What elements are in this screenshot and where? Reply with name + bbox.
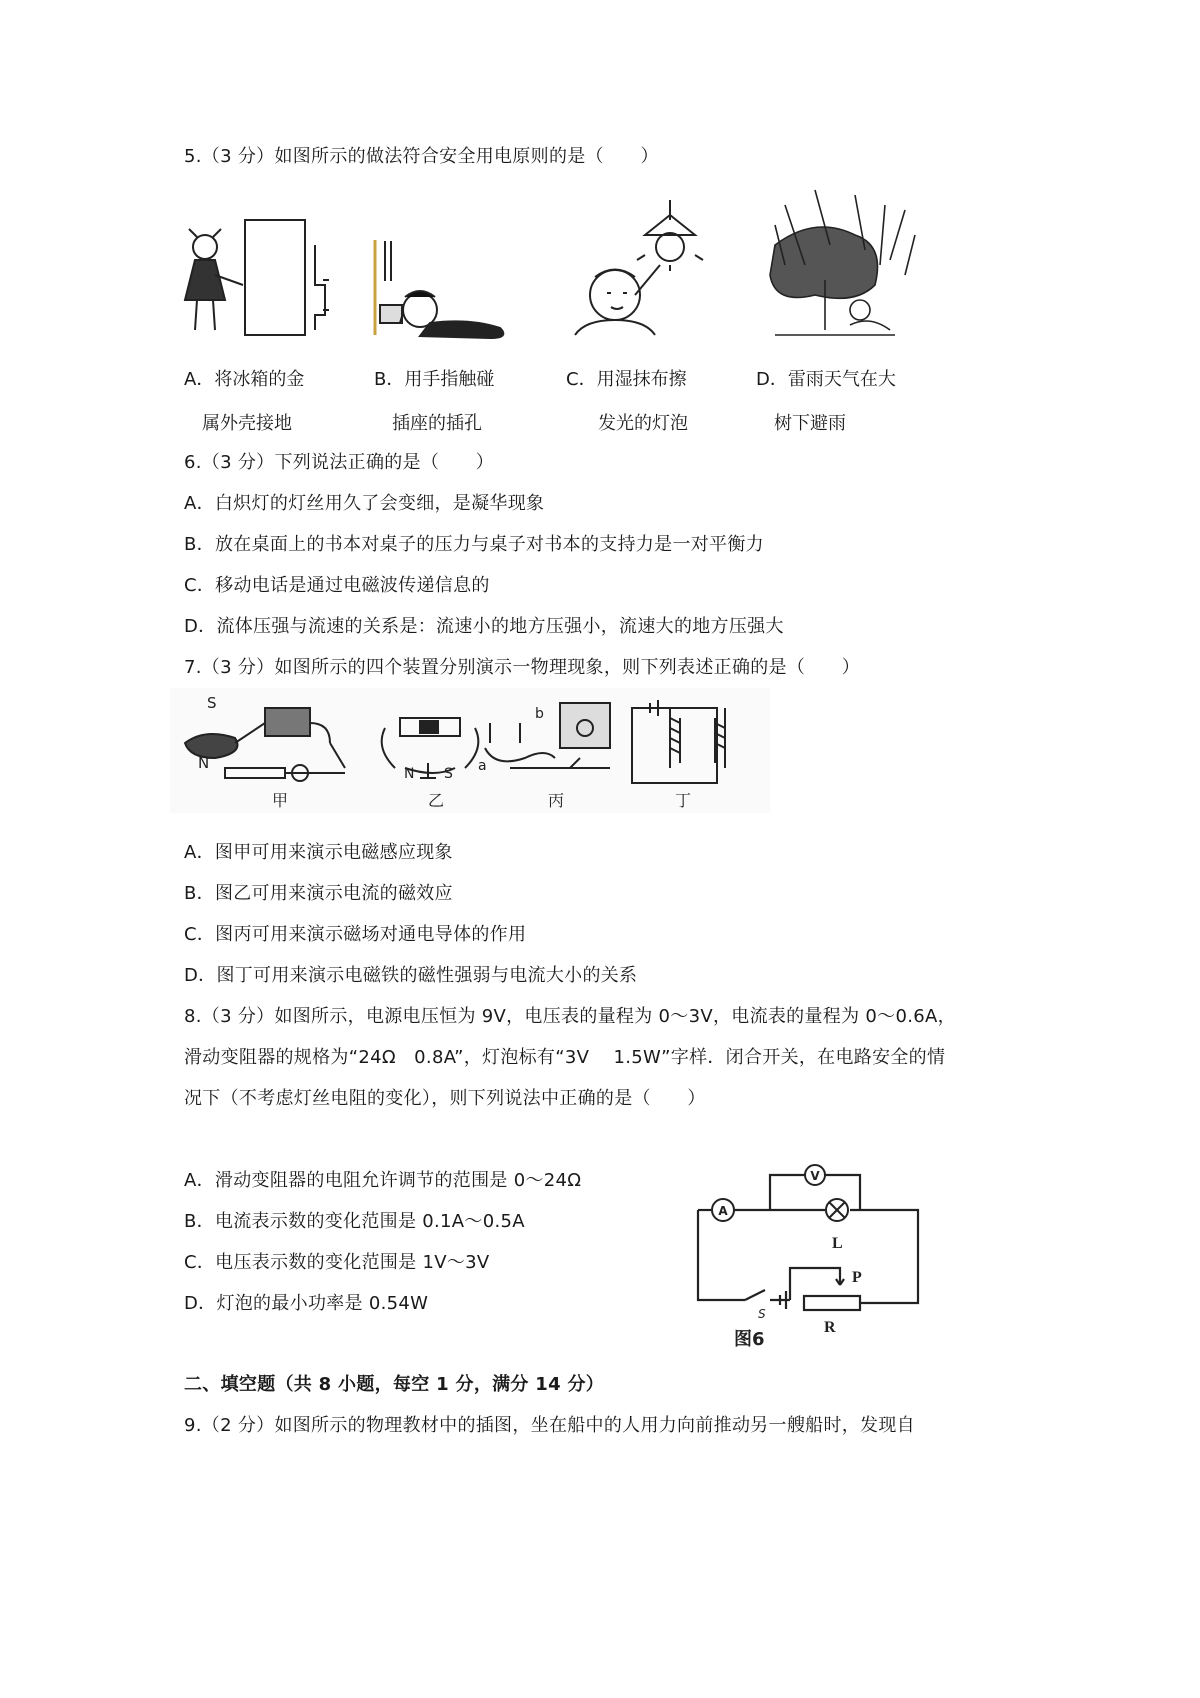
- slider-label: P: [852, 1269, 862, 1286]
- q6-stem: 6.（3 分）下列说法正确的是（ ）: [184, 452, 495, 473]
- fig-label-ding: 丁: [675, 791, 692, 810]
- q9-stem: 9.（2 分）如图所示的物理教材中的插图，坐在船中的人用力向前推动另一艘船时，发现自: [184, 1415, 915, 1436]
- q6-option-d: D．流体压强与流速的关系是：流速小的地方压强小，流速大的地方压强大: [184, 616, 784, 637]
- voltmeter-symbol: V: [810, 1169, 820, 1183]
- socket-illustration: [375, 240, 503, 338]
- fig-yi-s: S: [444, 766, 453, 782]
- fig-label-bing: 丙: [548, 791, 565, 810]
- fridge-illustration: [185, 220, 329, 335]
- ammeter-symbol: A: [718, 1204, 728, 1218]
- q5-option-c: C．用湿抹布擦 发光的灯泡: [566, 369, 688, 434]
- q8-stem-line-3: 况下（不考虑灯丝电阻的变化），则下列说法中正确的是（ ）: [184, 1088, 706, 1109]
- q6-option-a: A．白炽灯的灯丝用久了会变细，是凝华现象: [184, 493, 545, 514]
- resistor-label: R: [824, 1319, 836, 1336]
- section-2-title: 二、填空题（共 8 小题，每空 1 分，满分 14 分）: [184, 1374, 605, 1395]
- tree-illustration: [770, 190, 915, 335]
- q6-option-c: C．移动电话是通过电磁波传递信息的: [184, 575, 490, 596]
- q5-stem: 5.（3 分）如图所示的做法符合安全用电原则的是（ ）: [184, 146, 659, 167]
- q7-figure: [170, 688, 770, 813]
- q7-option-d: D．图丁可用来演示电磁铁的磁性强弱与电流大小的关系: [184, 965, 638, 986]
- q5-figure: [175, 185, 935, 345]
- q8-option-c: C．电压表示数的变化范围是 1V～3V: [184, 1252, 490, 1273]
- q5-option-b: B．用手指触碰 插座的插孔: [374, 369, 495, 434]
- fig-yi-n: N: [404, 766, 415, 782]
- q8-option-d: D．灯泡的最小功率是 0.54W: [184, 1293, 429, 1314]
- switch-label: S: [758, 1307, 766, 1321]
- figure-caption: 图6: [734, 1329, 765, 1350]
- lamp-label: L: [832, 1235, 843, 1252]
- fig-bing-a: a: [478, 758, 487, 774]
- q8-circuit-figure: [690, 1160, 930, 1350]
- q8-stem-line-1: 8.（3 分）如图所示，电源电压恒为 9V，电压表的量程为 0～3V，电流表的量程为 0～0.6A，: [184, 1006, 956, 1027]
- q5-option-d: D．雷雨天气在大 树下避雨: [756, 369, 896, 434]
- q6-option-b: B．放在桌面上的书本对桌子的压力与桌子对书本的支持力是一对平衡力: [184, 534, 764, 555]
- fig-label-yi: 乙: [428, 791, 445, 810]
- q8-option-b: B．电流表示数的变化范围是 0.1A～0.5A: [184, 1211, 525, 1232]
- fig-bing-b: b: [535, 706, 544, 722]
- q7-option-b: B．图乙可用来演示电流的磁效应: [184, 883, 453, 904]
- fig-label-jia: 甲: [272, 791, 289, 810]
- fig-jia-s: S: [207, 694, 217, 712]
- lamp-illustration: [575, 200, 703, 335]
- q8-option-a: A．滑动变阻器的电阻允许调节的范围是 0～24Ω: [184, 1170, 582, 1191]
- q7-option-a: A．图甲可用来演示电磁感应现象: [184, 842, 453, 863]
- q5-option-a: A．将冰箱的金 属外壳接地: [184, 369, 305, 434]
- q8-stem-line-2: 滑动变阻器的规格为“24Ω 0.8A”，灯泡标有“3V 1.5W”字样．闭合开关，在电路安全的情: [184, 1047, 946, 1068]
- q7-option-c: C．图丙可用来演示磁场对通电导体的作用: [184, 924, 527, 945]
- fig-jia-n: N: [198, 754, 210, 772]
- q7-stem: 7.（3 分）如图所示的四个装置分别演示一物理现象，则下列表述正确的是（ ）: [184, 657, 861, 678]
